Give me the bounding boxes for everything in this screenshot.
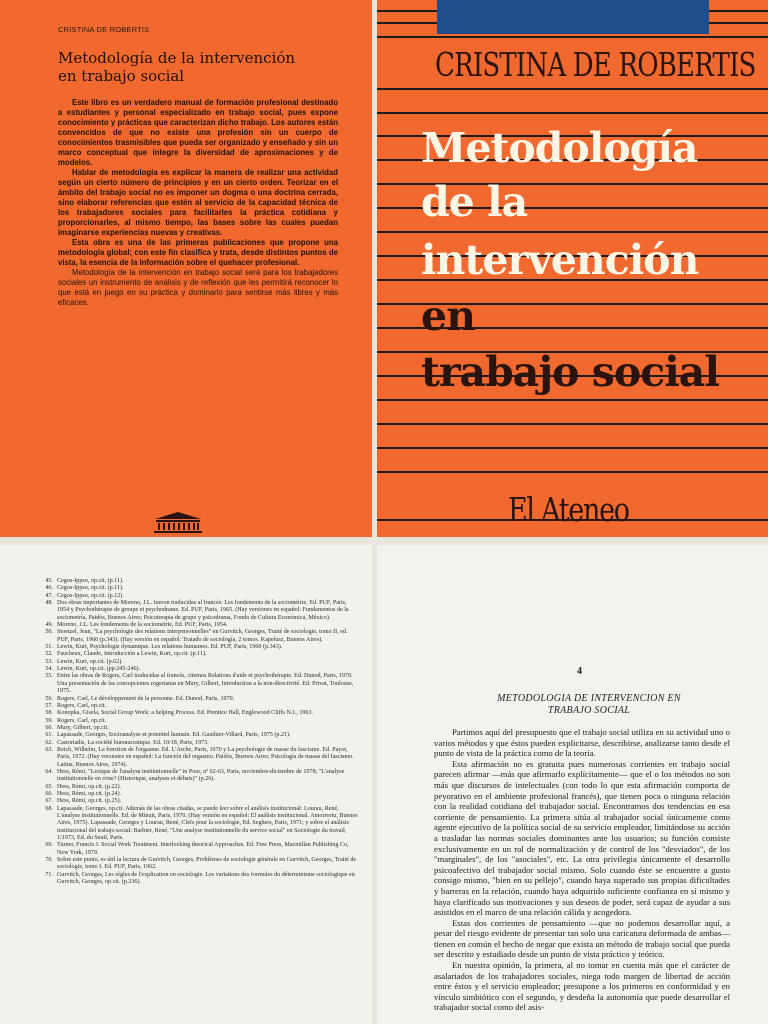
body-paragraph: Estas dos corrientes de pensamiento —que no podemos desarrollar aquí, a pesar del riesgo evidente de presentar tan solo una caricatura deformada de ambas— tienen en común el hecho de negar que exista un método de trabajo social que pueda ser descrito y estudiado desde un punto de vista práctico y teórico.	[434, 917, 730, 960]
back-cover-author: CRISTINA DE ROBERTIS	[58, 25, 150, 34]
note-number: 66.	[45, 790, 53, 797]
body-paragraph: Partimos aquí del presupuesto que el trabajo social utiliza en su actividad uno o varios métodos y que éstos pueden explicitarse, describirse, analizarse tanto desde el punto de vista de la práctica como de la teoría.	[434, 727, 730, 759]
note-number: 57.	[45, 702, 53, 709]
note-item	[40, 806, 360, 843]
note-text: Hess, Rémi, op.cit. (p.24).	[57, 790, 122, 797]
back-cover-title-line-1: Metodología de la intervención	[58, 49, 296, 67]
note-number: 61.	[45, 732, 53, 739]
note-item	[40, 593, 360, 600]
note-item	[40, 651, 360, 658]
note-number: 58.	[45, 710, 53, 717]
note-item	[40, 696, 360, 703]
back-cover-title-line-2: en trabajo social	[58, 67, 185, 85]
blurb-paragraph: Esta obra es una de las primeras publicaciones que propone una metodología global; con este fin clasifica y trata, desde distintos puntos de vista, la esencia de la información sobre el quehacer profesional.	[58, 238, 338, 267]
note-number: 51.	[45, 644, 53, 651]
title-line-4: en	[421, 292, 475, 340]
title-line-2: de la	[421, 178, 528, 226]
note-item	[40, 784, 360, 791]
note-number: 64.	[45, 768, 53, 775]
note-number: 52.	[45, 651, 53, 658]
note-text: Lapassade, Georges, op.cit. Además de las obras citadas, se puede leer sobre el análisis institucional: Lourau, René, L'analyse institutionnelle. Ed. de Minuit, Paris, 1970. (Hay versión en español: El análisis institucional. Amorrortu, Buenos Aires, 1975). Lapassade, Georges y Lourau, René, Clefs pour la sociologie, Ed. Seghers, Paris, 1971; y sobre el análisis institucional del trabajo social: Barbier, René, "Une analyse institutionnelle du service social" en Sociologie du travail, 1/1973, Ed. du Seuil, Paris.	[57, 805, 358, 842]
note-number: 47.	[45, 592, 53, 599]
note-number: 55.	[45, 673, 53, 680]
note-item	[40, 740, 360, 747]
note-number: 71.	[45, 871, 53, 878]
note-text: Rogers, Carl, Le développement de la personne. Ed. Dunod, Paris, 1970.	[57, 695, 235, 702]
note-number: 65.	[45, 783, 53, 790]
note-number: 49.	[45, 622, 53, 629]
cover-stripe	[377, 447, 768, 449]
note-text: Stoetzel, Jean, "La psychologie des relations interpersonnelles" en Gurvitch, Georges, Traité de sociologie, tomo II, ed. PUF, Paris, 1960 (p.343). (Hay versión en español: Tratado de sociología, 2 tomos. Kapelusz, Buenos Aires).	[57, 629, 348, 643]
cover-stripe	[377, 36, 768, 38]
note-text: Moreno, J.L. Les fondements de la sociométrie, Ed. PUF, Paris, 1954.	[57, 622, 228, 629]
note-text: Cegos-Ippso, op.cit. (p.11).	[57, 578, 124, 584]
note-text: Lapassade, Georges, Socioanalyse et potentiel humain. Ed. Gauthier-Villard, Paris, 1975 (p.21).	[57, 732, 291, 739]
front-cover	[377, 0, 768, 537]
note-item	[40, 857, 360, 872]
note-text: Rogers, Carl, op.cit.	[57, 717, 107, 724]
chapter-title-line-2: TRABAJO SOCIAL	[547, 705, 631, 716]
back-cover	[0, 0, 372, 537]
note-item	[40, 732, 360, 739]
cover-stripe	[377, 88, 768, 90]
cover-stripe	[377, 399, 768, 401]
note-number: 59.	[45, 717, 53, 724]
note-text: Castoriadis, La société bureaucratique. Ed. 10/18, Paris, 1973.	[57, 739, 209, 746]
note-number: 62.	[45, 739, 53, 746]
note-text: Reich, Wilhelm, La fonction de l'orgasme. Ed. L'Arche, Paris, 1970 y La psychologie de masse du fascisme. Ed. Payot, Paris, 1972. (Hay versiones en español: La función del orgasmo. Paidós, Buenos Aires; Psicología de masas del fascismo. Latina, Buenos Aires, 1974).	[57, 746, 354, 768]
note-number: 48.	[45, 600, 53, 607]
note-item	[40, 842, 360, 857]
note-text: Cegos-Ippso, op.cit. (p.11).	[57, 585, 124, 592]
note-number: 45.	[45, 578, 53, 584]
cover-stripe	[377, 471, 768, 473]
note-text: Mury, Gilbert, op.cit.	[57, 724, 109, 731]
note-item	[40, 710, 360, 717]
note-item	[40, 872, 360, 887]
note-item	[40, 747, 360, 769]
note-number: 70.	[45, 857, 53, 864]
note-item	[40, 622, 360, 629]
back-cover-blurb	[58, 98, 338, 308]
chapter-title	[463, 693, 715, 717]
publisher-name: El Ateneo	[508, 492, 629, 530]
note-number: 50.	[45, 629, 53, 636]
note-text: Hess, Rémi, "Lexique de l'analyse institutionnelle" in Pour, nº 62-63, Paris, noviembre-diciembre de 1978; "L'analyse institutionnelle en crise? (Historique, analyses et débats)" (p.26).	[57, 768, 345, 783]
note-text: Hess, Rémi, op.cit. (p.25).	[57, 798, 122, 805]
publisher-temple-logo	[151, 510, 205, 534]
note-number: 69.	[45, 842, 53, 849]
note-text: Hess, Rémi, op.cit. (p.22).	[57, 783, 122, 790]
note-number: 68.	[45, 805, 53, 812]
title-line-3: intervención	[421, 236, 699, 284]
note-text: Dos obras importantes de Moreno, J.L. fueron traducidas al francés: Les fondements de la sociométrie, Ed. PUF, Paris, 1954 y Psychothérapie de groupe et psychodrame. Ed. PUF, Paris, 1965. (Hay versiones en español: Fundamentos de la sociometría, Paidós, Buenos Aires; Psicoterapia de grupo y psicodrama, Fondo de Cultura Económica, México).	[57, 600, 349, 621]
cover-stripe	[377, 231, 768, 233]
blurb-paragraph: Metodología de la intervención en trabajo social será para los trabajadores sociales un instrumento de análisis y de reflexión que les permitirá reconocer lo que está en juego en su práctica y dominarlo para sentirse más libres y más eficaces.	[58, 268, 338, 307]
note-item	[40, 629, 360, 644]
cover-stripe	[377, 112, 768, 114]
note-text: Konopka, Gisela, Social Group Work: a helping Process. Ed. Prentice Hall, Englewood Cliffs N.J., 1963.	[57, 710, 314, 717]
chapter-page	[377, 545, 768, 1024]
title-line-1: Metodología	[421, 124, 698, 172]
body-paragraph: En nuestra opinión, la primera, al no tomar en cuenta más que el carácter de asalariados de los trabajadores sociales, niega todo margen de libertad de acción entre éstos y el servicio empleador; presupone a los primeros en conformidad y en vínculo simbiótico con el segundo, y desdeña la autonomía que puede desarrollar el trabajador social como del asis-	[434, 960, 730, 1013]
note-text: Cegos-Ippso, op.cit. (p.12).	[57, 592, 124, 599]
note-text: Lewin, Kurt, op.cit. (pp.245-246).	[57, 666, 141, 673]
note-item	[40, 600, 360, 622]
note-item	[40, 769, 360, 784]
note-text: Sobre este punto, es útil la lectura de Gurvitch, Georges, Problèmes de sociologie générale en Gurvitch, Georges, Traité de sociologie, tomo I. Ed. PUF, Paris, 1962.	[57, 857, 357, 871]
body-paragraph: Esta afirmación no es gratuita pues numerosas corrientes en trabajo social parecen afirmar —más que afirmarlo explícitamente— que el o los métodos no son más que discursos de intelectuales (con todo lo que esta afirmación comporta de peyorativo en el ambiente profesional francés), que tienen poca o ninguna relación con la realidad cotidiana del trabajador social. Encontramos dos tendencias en esa corriente de pensamiento. La primera sitúa al trabajador social únicamente como agente ejecutivo de la política social de su servicio empleador, limitándose su acción a trasladar las normas sociales dominantes ante los usuarios; su función consiste exclusivamente en un rol de normalización y de control de los "desviados", de los "marginales", de los "asociales", etc. La otra privilegia únicamente el desarrollo psicoafectivo del trabajador social mismo. Solo cuando éste se encuentre a gusto consigo mismo, "bien en su pellejo", cuando haya superado sus propias dificultades y barreras en la relación, cuando haya adquirido suficiente confianza en sí mismo y haya clarificado sus motivaciones y sus deseos de poder, será capaz de ayudar a sus asistidos en el marco de una relación cálida y acogedora.	[434, 758, 730, 918]
blurb-paragraph: Hablar de metodología es explicar la manera de realizar una actividad según un cierto número de principios y en un cierto orden. Teorizar en el ámbito del trabajo social no es imponer un dogma o una doctrina cerrada, sino elaborar referencias que estén al servicio de la capacidad técnica de los trabajadores sociales para facilitarles la práctica cotidiana y proporcionarles, al mismo tiempo, las bases sobre las cuales puedan imaginarse experiencias nuevas y creativas.	[58, 168, 338, 237]
note-text: Turner, Francis J. Social Work Treatment. Interlocking theorical Approaches. Ed. Free Press, Macmillan Publishing Co, New York, 1979.	[57, 842, 349, 856]
note-text: Entre las obras de Rogers, Carl traducidas al francés, citemos Relations d'aide et psychothérapie. Ed. Dunod, Paris, 1970. Una presentación de las concepciones rogerianas en Mury, Gilbert, Introduction a la non-directivité. Ed. Privat, Toulouse, 1975.	[57, 673, 354, 695]
note-item	[40, 798, 360, 805]
front-cover-author: CRISTINA DE ROBERTIS	[435, 47, 756, 85]
back-cover-title	[58, 49, 348, 85]
note-number: 56.	[45, 695, 53, 702]
note-number: 60.	[45, 724, 53, 731]
title-line-5: trabajo social	[421, 348, 719, 396]
cover-stripe	[377, 423, 768, 425]
note-text: Faucheux, Claude, Introducción a Lewin, Kurt, op.cit. (p.11).	[57, 651, 207, 658]
cover-top-bar	[437, 0, 709, 34]
chapter-body	[434, 727, 730, 1013]
note-number: 46.	[45, 585, 53, 592]
note-text: Rogers, Carl, op.cit.	[57, 702, 107, 709]
chapter-number: 4	[577, 666, 582, 677]
note-item	[40, 718, 360, 725]
note-item	[40, 585, 360, 592]
note-number: 53.	[45, 658, 53, 665]
blurb-paragraph: Este libro es un verdadero manual de formación profesional destinado a estudiantes y personal especializado en trabajo social, pues expone conocimiento y prácticas que caracterizan dicho trabajo. Los autores están convencidos de que no existe una profesión sin un cuerpo de conocimientos trasmisibles que pueda ser organizado y enseñado y sin un marco conceptual que integre la diversidad de aproximaciones y de modelos.	[58, 98, 338, 167]
notes-list	[40, 578, 360, 886]
note-text: Lewin, Kurt, Psychologie dynamique. Les relations humaines. Ed. PUF, Paris, 1960 (p.343).	[57, 644, 283, 651]
note-number: 63.	[45, 746, 53, 753]
note-text: Lewin, Kurt, op.cit. (p.62).	[57, 658, 123, 665]
note-number: 54.	[45, 666, 53, 673]
chapter-title-line-1: METODOLOGIA DE INTERVENCION EN	[497, 693, 681, 704]
note-text: Gurvitch, Georges, Les règles de l'explication en sociologie. Les variations des formules du déterminisme sociologique en Gurvitch, Georges, op.cit. (p.236).	[57, 871, 355, 886]
note-number: 67.	[45, 798, 53, 805]
note-item	[40, 673, 360, 695]
notes-page	[0, 545, 372, 1024]
